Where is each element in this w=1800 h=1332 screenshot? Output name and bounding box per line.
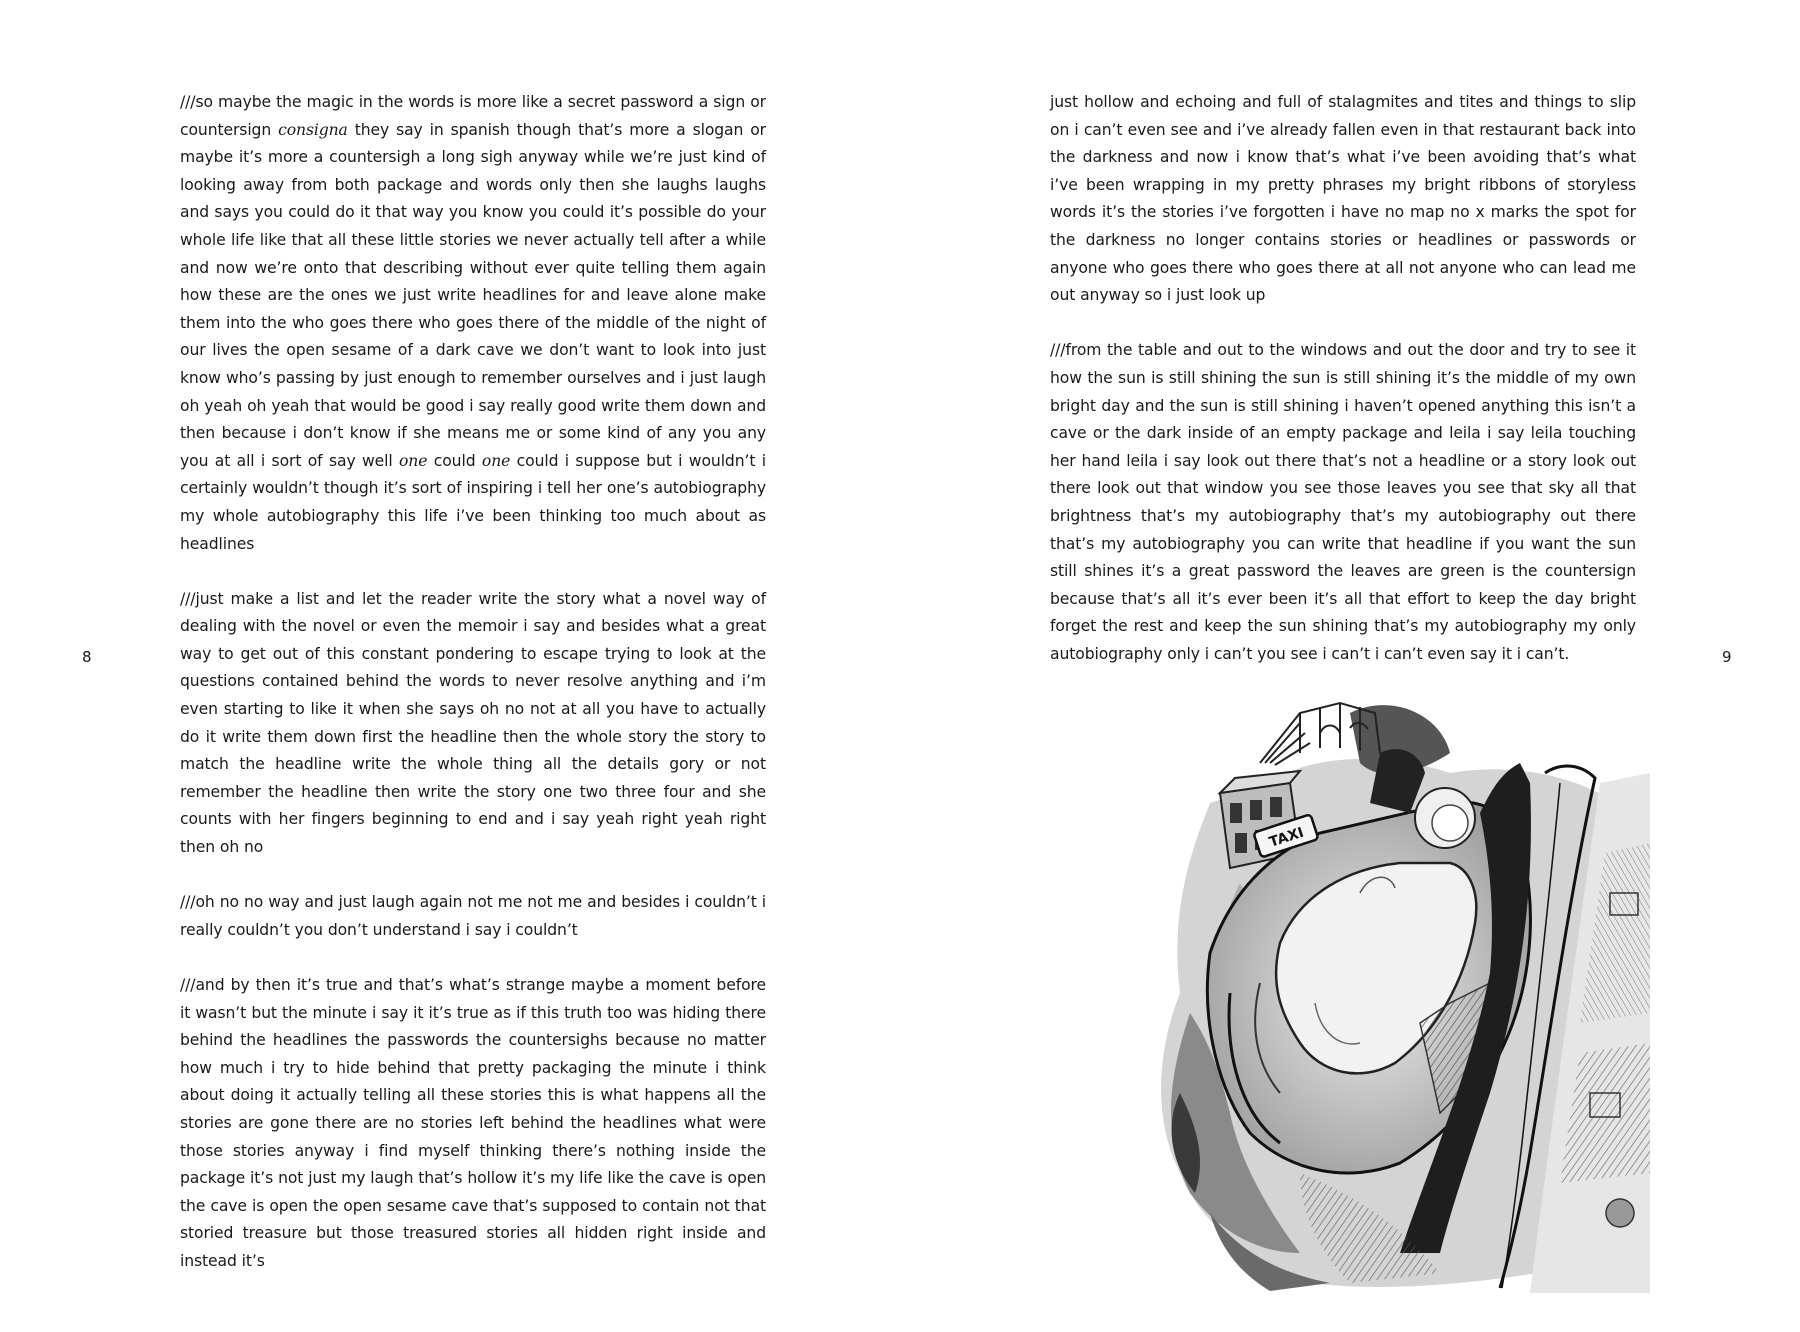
italic-word: one — [399, 451, 428, 470]
right-page-text-column — [1050, 89, 1636, 668]
text-run: could — [427, 451, 482, 470]
paragraph: ///and by then it’s true and that’s what’s strange maybe a moment before it wasn’t but the minute i say it it’s true as if this truth too was hiding there behind the headlines the passwords the countersighs because no matter how much i try to hide behind that pretty packaging the minute i think about doing it actually telling all these stories this is what happens all the stories are gone there are no stories left behind the headlines what were those stories anyway i find myself thinking there’s nothing inside the package it’s not just my laugh that’s hollow it’s my life like the cave is open the cave is open the open sesame cave that’s supposed to contain not that storied treasure but those treasured stories all hidden right inside and instead it’s — [180, 976, 766, 1270]
page-number: 9 — [1722, 648, 1732, 666]
text-run: could i suppose but i wouldn’t i certainly wouldn’t though it’s sort of inspiring i tell her one’s autobiography my whole autobiography this life i’ve been thinking too much about as headlines — [180, 451, 767, 553]
paragraph: ///from the table and out to the windows and out the door and try to see it how the sun is still shining the sun is still shining it’s the middle of my own bright day and the sun is still shining i haven’t opened anything this isn’t a cave or the dark inside of an empty package and leila i say leila touching her hand leila i say look out there that’s not a headline or a story look out there look out that window you see those leaves you see that sky all that brightness that’s my autobiography that’s my autobiography out there that’s my autobiography you can write that headline if you want the sun still shines it’s a great password the leaves are green is the countersign because that’s all it’s ever been it’s all that effort to keep the day bright forget the rest and keep the sun shining that’s my autobiography my only autobiography only i can’t you see i can’t i can’t even say it i can’t. — [1050, 341, 1636, 663]
paragraph: just hollow and echoing and full of stalagmites and tites and things to slip on i can’t even see and i’ve already fallen even in that restaurant back into the darkness and now i know that’s what i’ve been avoiding that’s what i’ve been wrapping in my pretty phrases my bright ribbons of storyless words it’s the stories i’ve forgotten i have no map no x marks the spot for the darkness no longer contains stories or headlines or passwords or anyone who goes there who goes there at all not anyone who can lead me out anyway so i just look up — [1050, 93, 1636, 305]
paragraph: ///oh no no way and just laugh again not me not me and besides i couldn’t i really couldn’t you don’t understand i say i couldn’t — [180, 893, 766, 939]
italic-word: consigna — [278, 120, 348, 139]
taxi-sign-label: TAXI — [1267, 824, 1306, 851]
taxi-street-illustration — [1150, 693, 1650, 1293]
paragraph — [180, 89, 766, 558]
paragraph: ///just make a list and let the reader write the story what a novel way of dealing with the novel or even the memoir i say and besides what a great way to get out of this constant pondering to escape trying to look at the questions contained behind the words to never resolve anything and i’m even starting to like it when she says oh no not at all you have to actually do it write them down first the headline then the whole story the story to match the headline write the whole thing all the details gory or not remember the headline then write the story one two three four and she counts with her fingers beginning to end and i say yeah right yeah right then oh no — [180, 589, 766, 857]
italic-word: one — [481, 451, 511, 470]
left-page-text-column — [180, 89, 766, 1276]
text-run: ///so maybe the magic in the words is more like a secret password a sign or countersign — [180, 93, 766, 139]
page-number: 8 — [82, 648, 92, 666]
stall-detail — [1606, 1199, 1634, 1227]
text-run: they say in spanish though that’s more a slogan or maybe it’s more a countersigh a long sigh anyway while we’re just kind of looking away from both package and words only then she laughs laughs and says you could do it that way you know you could it’s possible do your whole life like that all these little stories we never actually tell after a while and now we’re onto that describing without ever quite telling them again how these are the ones we just write headlines for and leave alone make them into the who goes there who goes there of the middle of the night of our lives the open sesame of a dark cave we don’t want to look into just know who’s passing by just enough to remember ourselves and i just laugh oh yeah oh yeah that would be good i say really good write them down and then because i don’t know if she means me or some kind of any you any you at all i sort of say well — [180, 120, 766, 470]
illustration-drawing — [1150, 693, 1650, 1293]
